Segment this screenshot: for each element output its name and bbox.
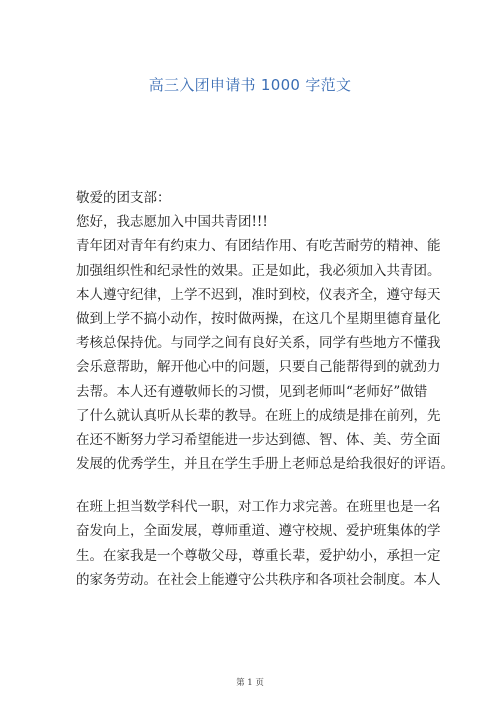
text-line: 生。在家我是一个尊敬父母，尊重长辈，爱护幼小，承担一定: [76, 547, 441, 564]
paragraph-1: [76, 186, 454, 476]
text-line: 做到上学不搞小动作，按时做两操，在这几个星期里德育量化: [76, 310, 441, 327]
paragraph-spacer: [76, 476, 428, 495]
text-line: 去帮。本人还有遵敬师长的习惯，见到老师叫“老师好”做错: [76, 383, 428, 400]
document-title: 高三入团申请书 1000 字范文: [148, 76, 352, 94]
text-line: 了什么就认真听从长辈的教导。在班上的成绩是排在前列，先: [76, 407, 441, 424]
text-line: 的家务劳动。在社会上能遵守公共秩序和各项社会制度。本人: [76, 571, 441, 588]
text-line: 您好，我志愿加入中国共青团!!!: [76, 214, 268, 231]
document-body: [76, 186, 454, 592]
text-line: 敬爱的团支部：: [76, 190, 171, 206]
page-number: 第 1 页: [236, 678, 264, 688]
text-line: 在班上担当数学科代一职，对工作力求完善。在班里也是一名: [76, 499, 441, 516]
paragraph-2: [76, 495, 441, 592]
text-line: 本人遵守纪律，上学不迟到，准时到校，仪表齐全，遵守每天: [76, 286, 441, 303]
text-line: 在还不断努力学习希望能进一步达到德、智、体、美、劳全面: [76, 431, 441, 448]
text-line: 奋发向上，全面发展，尊师重道、遵守校规、爱护班集体的学: [76, 523, 441, 540]
text-line: 加强组织性和纪录性的效果。正是如此，我必须加入共青团。: [76, 262, 441, 279]
text-line: 发展的优秀学生，并且在学生手册上老师总是给我很好的评语。: [76, 456, 454, 473]
text-line: 会乐意帮助，解开他心中的问题，只要自己能帮得到的就劲力: [76, 359, 441, 376]
text-line: 考核总保持优。与同学之间有良好关系，同学有些地方不懂我: [76, 335, 441, 352]
text-line: 青年团对青年有约束力、有团结作用、有吃苦耐劳的精神、能: [76, 238, 441, 255]
